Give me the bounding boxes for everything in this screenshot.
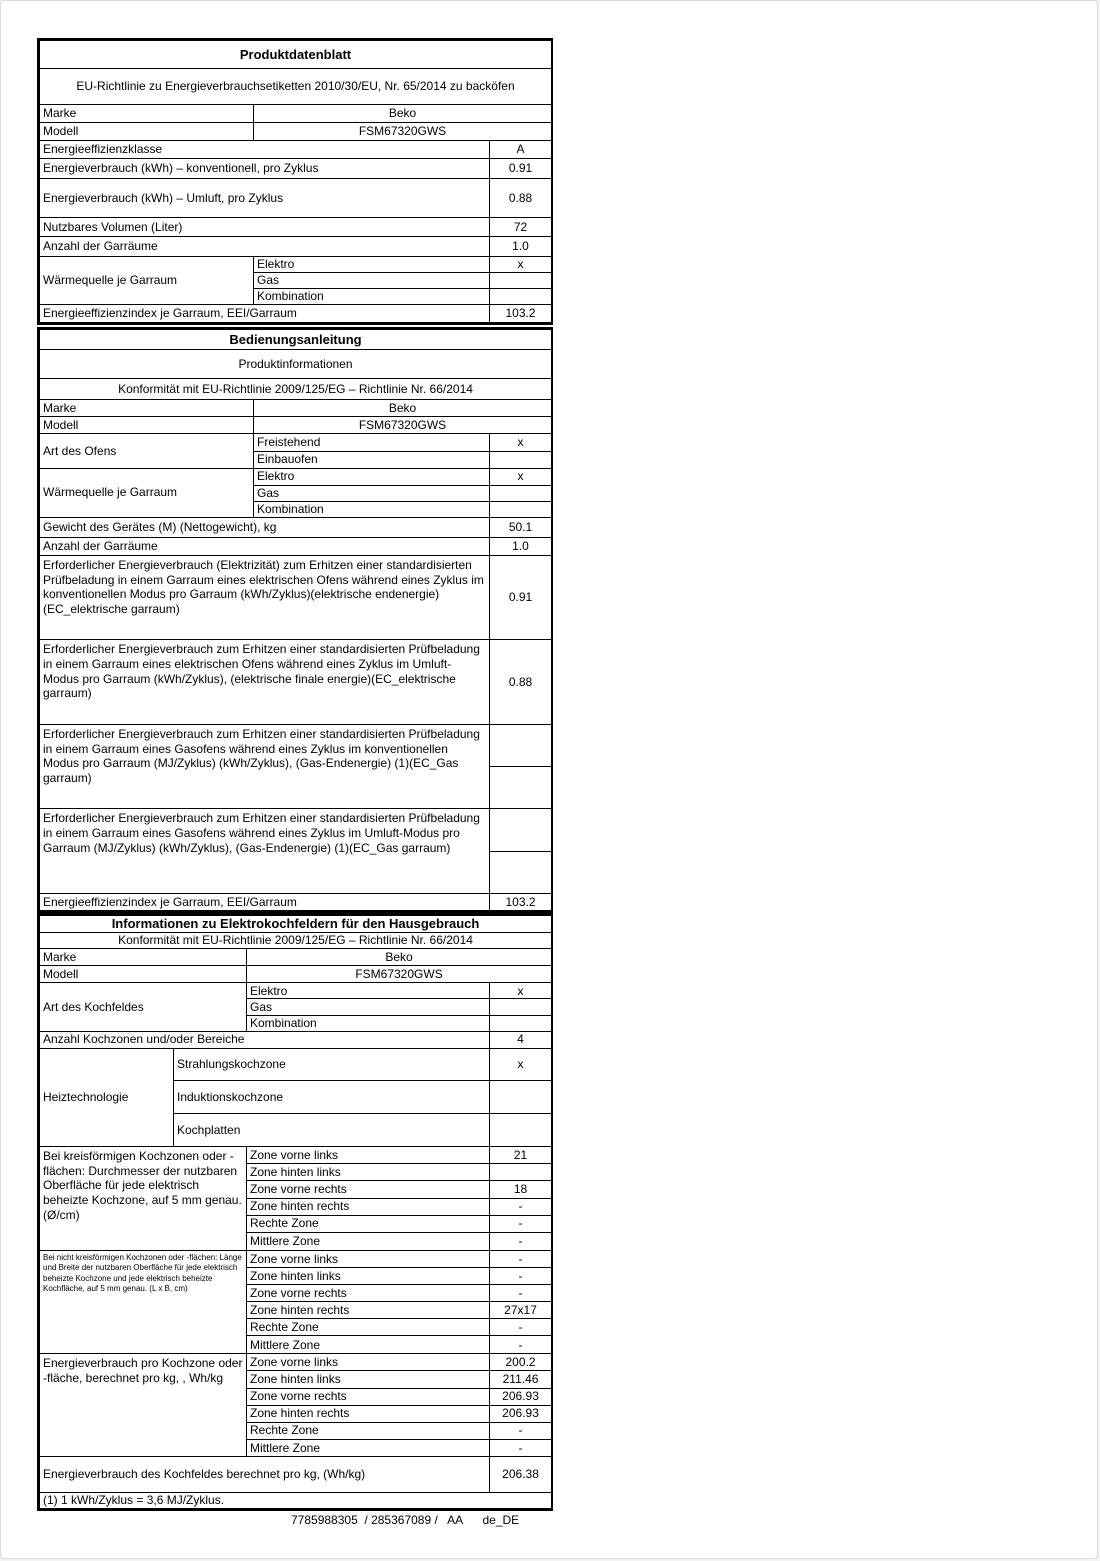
- elektro-label: Elektro: [247, 983, 490, 999]
- kreis-zone: Zone vorne links: [247, 1147, 490, 1164]
- ev-total-label: Energieverbrauch des Kochfeldes berechnet pro kg, (Wh/kg): [40, 1456, 490, 1492]
- nichtkreis-value: -: [490, 1284, 552, 1301]
- nichtkreis-value: 27x17: [490, 1302, 552, 1319]
- eei-label: Energieeffizienzindex je Garraum, EEI/Garraum: [40, 893, 490, 910]
- gewicht-label: Gewicht des Gerätes (M) (Nettogewicht), kg: [40, 517, 490, 537]
- nichtkreis-value: -: [490, 1250, 552, 1267]
- eei-value: 103.2: [490, 893, 552, 910]
- kreis-value: 21: [490, 1147, 552, 1164]
- ev-value: 211.46: [490, 1371, 552, 1388]
- modell-value: FSM67320GWS: [254, 123, 552, 141]
- elektro-value: x: [490, 257, 552, 273]
- modell-label: Modell: [40, 417, 254, 434]
- garraeume-label: Anzahl der Garräume: [40, 237, 490, 257]
- klasse-value: A: [490, 141, 552, 159]
- kombination-value: [490, 501, 552, 517]
- modell-value: FSM67320GWS: [254, 417, 552, 434]
- ev-zone: Rechte Zone: [247, 1422, 490, 1439]
- kreis-zone: Zone hinten rechts: [247, 1198, 490, 1215]
- elektro-label: Elektro: [254, 257, 490, 273]
- elektro-label: Elektro: [254, 468, 490, 485]
- freistehend-value: x: [490, 434, 552, 451]
- garraeume-label: Anzahl der Garräume: [40, 537, 490, 555]
- ec-gas-umluft-value-kwh: [490, 851, 552, 893]
- ec-gas-umluft-value-mj: [490, 809, 552, 851]
- kreis-value: -: [490, 1198, 552, 1215]
- section-subtitle: Produktinformationen: [40, 350, 552, 379]
- eei-label: Energieeffizienzindex je Garraum, EEI/Garraum: [40, 305, 490, 323]
- ev-value: 206.93: [490, 1405, 552, 1422]
- waermequelle-label: Wärmequelle je Garraum: [40, 468, 254, 517]
- ev-zone: Zone hinten rechts: [247, 1405, 490, 1422]
- gas-value: [490, 485, 552, 501]
- gas-label: Gas: [254, 273, 490, 289]
- freistehend-label: Freistehend: [254, 434, 490, 451]
- ev-value: -: [490, 1422, 552, 1439]
- gas-value: [490, 999, 552, 1015]
- volumen-value: 72: [490, 218, 552, 237]
- marke-label: Marke: [40, 400, 254, 417]
- kombination-value: [490, 289, 552, 305]
- marke-label: Marke: [40, 949, 247, 966]
- nichtkreis-value: -: [490, 1267, 552, 1284]
- kombination-label: Kombination: [254, 501, 490, 517]
- nichtkreis-zone: Rechte Zone: [247, 1319, 490, 1336]
- ev-zone: Mittlere Zone: [247, 1439, 490, 1456]
- art-ofen-label: Art des Ofens: [40, 434, 254, 468]
- modell-value: FSM67320GWS: [247, 966, 552, 983]
- heiztechnologie-label: Heiztechnologie: [40, 1048, 174, 1147]
- nichtkreis-value: -: [490, 1319, 552, 1336]
- footnote: (1) 1 kWh/Zyklus = 3,6 MJ/Zyklus.: [40, 1493, 552, 1509]
- ec-elektrisch-konventionell-value: 0.91: [490, 556, 552, 640]
- garraeume-value: 1.0: [490, 237, 552, 257]
- waermequelle-label: Wärmequelle je Garraum: [40, 257, 254, 305]
- zonen-value: 4: [490, 1031, 552, 1048]
- einbauofen-value: [490, 451, 552, 468]
- ev-value: 200.2: [490, 1354, 552, 1371]
- induktion-label: Induktionskochzone: [174, 1080, 490, 1113]
- ev-zone: Zone hinten links: [247, 1371, 490, 1388]
- section-title: Produktdatenblatt: [40, 41, 552, 69]
- ec-elektrisch-umluft-text: Erforderlicher Energieverbrauch zum Erhitzen einer standardisierten Prüfbeladung in einem Garraum eines elektrischen Ofens während eines Zyklus im Umluft-Modus pro Garraum (kWh/Zyklus), (elektrische finale energie)(EC_elektrische garraum): [40, 640, 490, 724]
- eei-value: 103.2: [490, 305, 552, 323]
- elektro-value: x: [490, 468, 552, 485]
- kreis-value: -: [490, 1215, 552, 1232]
- kombination-value: [490, 1015, 552, 1031]
- gas-label: Gas: [254, 485, 490, 501]
- kreis-value: [490, 1164, 552, 1181]
- strahlung-value: x: [490, 1048, 552, 1080]
- ev-zone: Zone vorne links: [247, 1354, 490, 1371]
- kreis-zone: Mittlere Zone: [247, 1232, 490, 1250]
- nichtkreis-zone: Mittlere Zone: [247, 1336, 490, 1354]
- kreis-value: -: [490, 1232, 552, 1250]
- bedienungsanleitung-table: [37, 327, 553, 913]
- zonen-label: Anzahl Kochzonen und/oder Bereiche: [40, 1031, 490, 1048]
- induktion-value: [490, 1080, 552, 1113]
- kombination-label: Kombination: [247, 1015, 490, 1031]
- kreis-value: 18: [490, 1181, 552, 1198]
- elektro-value: x: [490, 983, 552, 999]
- nichtkreis-zone: Zone hinten rechts: [247, 1302, 490, 1319]
- volumen-label: Nutzbares Volumen (Liter): [40, 218, 490, 237]
- ev-kochzone-label: Energieverbrauch pro Kochzone oder -fläche, berechnet pro kg, , Wh/kg: [40, 1354, 247, 1457]
- gas-value: [490, 273, 552, 289]
- kombination-label: Kombination: [254, 289, 490, 305]
- gas-label: Gas: [247, 999, 490, 1015]
- produktdatenblatt-table: [37, 38, 553, 325]
- kochplatten-value: [490, 1114, 552, 1147]
- kreis-label: Bei kreisförmigen Kochzonen oder -flächen: Durchmesser der nutzbaren Oberfläche für jede elektrisch beheizte Kochzone, auf 5 mm genau. (Ø/cm): [40, 1147, 247, 1251]
- ev-konv-label: Energieverbrauch (kWh) – konventionell, pro Zyklus: [40, 159, 490, 179]
- ec-elektrisch-umluft-value: 0.88: [490, 640, 552, 724]
- kreis-zone: Zone hinten links: [247, 1164, 490, 1181]
- strahlung-label: Strahlungskochzone: [174, 1048, 490, 1080]
- ev-umluft-value: 0.88: [490, 179, 552, 218]
- kochplatten-label: Kochplatten: [174, 1114, 490, 1147]
- nichtkreis-value: -: [490, 1336, 552, 1354]
- ev-zone: Zone vorne rechts: [247, 1388, 490, 1405]
- marke-value: Beko: [254, 400, 552, 417]
- gewicht-value: 50.1: [490, 517, 552, 537]
- ev-umluft-label: Energieverbrauch (kWh) – Umluft, pro Zyklus: [40, 179, 490, 218]
- marke-label: Marke: [40, 105, 254, 123]
- kreis-zone: Rechte Zone: [247, 1215, 490, 1232]
- ev-value: 206.93: [490, 1388, 552, 1405]
- section-title: Bedienungsanleitung: [40, 330, 552, 350]
- ec-gas-konventionell-value-kwh: [490, 767, 552, 809]
- ec-gas-konventionell-text: Erforderlicher Energieverbrauch zum Erhitzen einer standardisierten Prüfbeladung in einem Garraum eines Gasofens während eines Zyklus im konventionellen Modus pro Garraum (MJ/Zyklus) (kWh/Zyklus), (Gas-Endenergie) (1)(EC_Gas garraum): [40, 724, 490, 808]
- art-kochfeld-label: Art des Kochfeldes: [40, 983, 247, 1031]
- ev-value: -: [490, 1439, 552, 1456]
- ec-gas-umluft-text: Erforderlicher Energieverbrauch zum Erhitzen einer standardisierten Prüfbeladung in einem Garraum eines Gasofens während eines Zyklus im Umluft-Modus pro Garraum (MJ/Zyklus) (kWh/Zyklus), (Gas-Endenergie) (1)(EC_Gas garraum): [40, 809, 490, 893]
- ev-konv-value: 0.91: [490, 159, 552, 179]
- marke-value: Beko: [254, 105, 552, 123]
- nichtkreis-zone: Zone hinten links: [247, 1267, 490, 1284]
- ec-elektrisch-konventionell-text: Erforderlicher Energieverbrauch (Elektrizität) zum Erhitzen einer standardisierten Prüfbeladung in einem Garraum eines elektrischen Ofens während eines Zyklus im konventionellen Modus pro Garraum (kWh/Zyklus)(elektrische endenergie)(EC_elektrische garraum): [40, 556, 490, 640]
- section-subtitle: EU-Richtlinie zu Energieverbrauchsetiketten 2010/30/EU, Nr. 65/2014 zu backöfen: [40, 69, 552, 105]
- klasse-label: Energieeffizienzklasse: [40, 141, 490, 159]
- document-footer: 7785988305 / 285367089 / AA de_DE: [291, 1513, 520, 1527]
- marke-value: Beko: [247, 949, 552, 966]
- nichtkreis-zone: Zone vorne links: [247, 1250, 490, 1267]
- nichtkreis-zone: Zone vorne rechts: [247, 1284, 490, 1301]
- kochfeld-table: [37, 913, 553, 1511]
- garraeume-value: 1.0: [490, 537, 552, 555]
- kreis-zone: Zone vorne rechts: [247, 1181, 490, 1198]
- modell-label: Modell: [40, 123, 254, 141]
- konformitaet: Konformität mit EU-Richtlinie 2009/125/EG – Richtlinie Nr. 66/2014: [40, 933, 552, 949]
- modell-label: Modell: [40, 966, 247, 983]
- konformitaet: Konformität mit EU-Richtlinie 2009/125/EG – Richtlinie Nr. 66/2014: [40, 379, 552, 400]
- ec-gas-konventionell-value-mj: [490, 724, 552, 766]
- section-title: Informationen zu Elektrokochfeldern für den Hausgebrauch: [40, 916, 552, 933]
- einbauofen-label: Einbauofen: [254, 451, 490, 468]
- ev-total-value: 206.38: [490, 1456, 552, 1492]
- nichtkreis-label: Bei nicht kreisförmigen Kochzonen oder -flächen: Länge und Breite der nutzbaren Oberfläche für jede elektrisch beheizte Kochzone und jede elektrisch beheizte Kochfläche, auf 5 mm genau. (L x B, cm): [40, 1250, 247, 1354]
